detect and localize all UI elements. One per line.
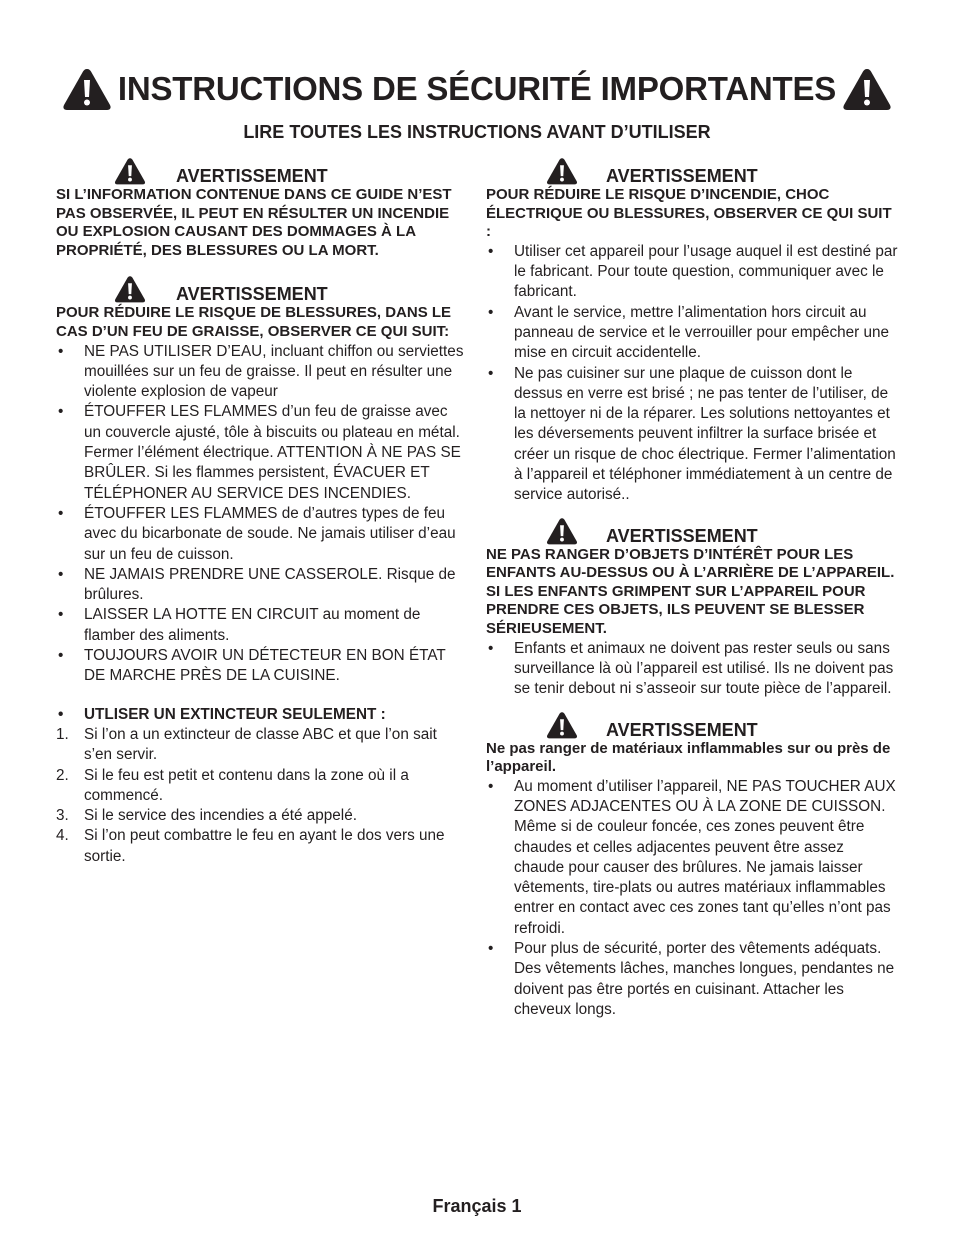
- numbered-list: [56, 725, 468, 867]
- step-text: Si l’on a un extincteur de classe ABC et que l’on sait s’en servir.: [84, 725, 437, 764]
- warning-block: [486, 516, 898, 700]
- warning-triangle-icon: [113, 157, 147, 185]
- list-item: • LAISSER LA HOTTE EN CIRCUIT au moment de flamber des aliments.: [56, 605, 468, 646]
- warning-lead: SI L’INFORMATION CONTENUE DANS CE GUIDE N’EST PAS OBSERVÉE, IL PEUT EN RÉSULTER UN INCENDIE OU EXPLOSION CAUSANT DES DOMMAGES À LA PROPRIÉTÉ, DES BLESSURES OU LA MORT.: [56, 186, 452, 259]
- warning-header: [486, 156, 898, 186]
- warning-header: [486, 516, 898, 546]
- warning-triangle-icon: [545, 517, 579, 545]
- list-item: • Enfants et animaux ne doivent pas rester seuls ou sans surveillance là où l’appareil est utilisé. Ils ne doivent pas se tenir debout ni s’asseoir sur toute pièce de l’appareil.: [486, 639, 898, 700]
- list-item: • Avant le service, mettre l’alimentation hors circuit au panneau de service et le verrouiller pour empêcher une mise en circuit accidentelle.: [486, 303, 898, 364]
- list-item: • ÉTOUFFER LES FLAMMES d’un feu de graisse avec un couvercle ajusté, tôle à biscuits ou plateau en métal. Fermer l’élément électrique. ATTENTION À NE PAS SE BRÛLER. Si les flammes persistent, ÉVACUER ET TÉLÉPHONER AU SERVICE DES INCENDIES.: [56, 402, 468, 503]
- warning-lead: Ne pas ranger de matériaux inflammables sur ou près de l’appareil.: [486, 739, 891, 776]
- warning-block: [486, 156, 898, 506]
- list-item: [56, 826, 468, 867]
- left-column: [56, 156, 468, 877]
- page-subtitle: LIRE TOUTES LES INSTRUCTIONS AVANT D’UTILISER: [243, 122, 711, 142]
- bullet-list: [486, 242, 898, 506]
- list-item: [56, 725, 468, 766]
- page-footer: Français 1: [432, 1196, 522, 1216]
- step-number: 1.: [56, 725, 69, 743]
- warning-block: [486, 710, 898, 1021]
- list-item: [56, 766, 468, 807]
- warning-header: [56, 274, 468, 304]
- step-number: 2.: [56, 766, 69, 784]
- list-item: • Au moment d’utiliser l’appareil, NE PAS TOUCHER AUX ZONES ADJACENTES OU À LA ZONE DE CUISSON. Même si de couleur foncée, ces zones peuvent être chaudes et celles adjacentes peuvent être assez chaude pour causer des brûlures. Ne jamais laisser vêtements, tire-plats ou autres matériaux inflammables entrer en contact avec ces zones tant qu’elles n’ont pas refroidi.: [486, 777, 898, 939]
- warning-block: [56, 274, 468, 867]
- list-item: • NE JAMAIS PRENDRE UNE CASSEROLE. Risque de brûlures.: [56, 565, 468, 606]
- page-title: INSTRUCTIONS DE SÉCURITÉ IMPORTANTES: [117, 70, 837, 107]
- bullet-list: [56, 342, 468, 687]
- list-item: • TOUJOURS AVOIR UN DÉTECTEUR EN BON ÉTAT DE MARCHE PRÈS DE LA CUISINE.: [56, 646, 468, 687]
- warning-triangle-icon: [545, 157, 579, 185]
- list-item: • ÉTOUFFER LES FLAMMES de d’autres types de feu avec du bicarbonate de soude. Ne jamais utiliser d’eau sur un feu de cuisson.: [56, 504, 468, 565]
- list-item: • Utiliser cet appareil pour l’usage auquel il est destiné par le fabricant. Pour toute question, communiquer avec le fabricant.: [486, 242, 898, 303]
- warning-triangle-icon: [842, 67, 892, 111]
- warning-triangle-icon: [113, 275, 147, 303]
- list-item: • NE PAS UTILISER D’EAU, incluant chiffon ou serviettes mouillées sur un feu de graisse. Il peut en résulter une violente explosion de vapeur: [56, 342, 468, 403]
- warning-block: [56, 156, 468, 260]
- title-row: [0, 66, 954, 112]
- warning-label: AVERTISSEMENT: [606, 719, 758, 740]
- warning-label: AVERTISSEMENT: [606, 525, 758, 546]
- step-number: 4.: [56, 827, 69, 845]
- extinguisher-heading: • UTLISER UN EXTINCTEUR SEULEMENT :: [56, 705, 468, 725]
- right-column: [486, 156, 898, 1030]
- step-number: 3.: [56, 807, 69, 825]
- step-text: Si le service des incendies a été appelé.: [84, 807, 357, 825]
- warning-triangle-icon: [62, 67, 112, 111]
- warning-label: AVERTISSEMENT: [606, 166, 758, 186]
- step-text: Si le feu est petit et contenu dans la zone où il a commencé.: [84, 766, 409, 804]
- warning-label: AVERTISSEMENT: [176, 284, 328, 305]
- step-text: Si l’on peut combattre le feu en ayant le dos vers une sortie.: [84, 827, 445, 865]
- list-item: • Ne pas cuisiner sur une plaque de cuisson dont le dessus en verre est brisé ; ne pas tenter de l’utiliser, de la nettoyer ni de la réparer. Les solutions nettoyantes et les déversements peuvent infiltrer la surface brisée et créer un risque de choc électrique. Fermer l’alimentation à l’appareil et téléphoner immédiatement à un centre de service autorisé..: [486, 364, 898, 506]
- warning-lead: NE PAS RANGER D’OBJETS D’INTÉRÊT POUR LES ENFANTS AU-DESSUS OU À L’ARRIÈRE DE L’APPAREIL. SI LES ENFANTS GRIMPENT SUR L’APPAREIL POUR PRENDRE CES OBJETS, ILS PEUVENT SE BLESSER SÉRIEUSEMENT.: [486, 545, 895, 638]
- list-item: [56, 806, 468, 826]
- warning-triangle-icon: [545, 711, 579, 739]
- warning-header: [486, 710, 898, 740]
- list-item: • Pour plus de sécurité, porter des vêtements adéquats. Des vêtements lâches, manches longues, pendantes ne doivent pas être portés en cuisinant. Attacher les cheveux longs.: [486, 939, 898, 1020]
- warning-label: AVERTISSEMENT: [176, 166, 328, 186]
- bullet-list: [486, 777, 898, 1021]
- warning-lead: POUR RÉDUIRE LE RISQUE D’INCENDIE, CHOC ÉLECTRIQUE OU BLESSURES, OBSERVER CE QUI SUIT :: [486, 186, 892, 241]
- bullet-list: [486, 639, 898, 700]
- warning-lead: POUR RÉDUIRE LE RISQUE DE BLESSURES, DANS LE CAS D’UN FEU DE GRAISSE, OBSERVER CE QUI SUIT:: [56, 304, 452, 340]
- warning-header: [56, 156, 468, 186]
